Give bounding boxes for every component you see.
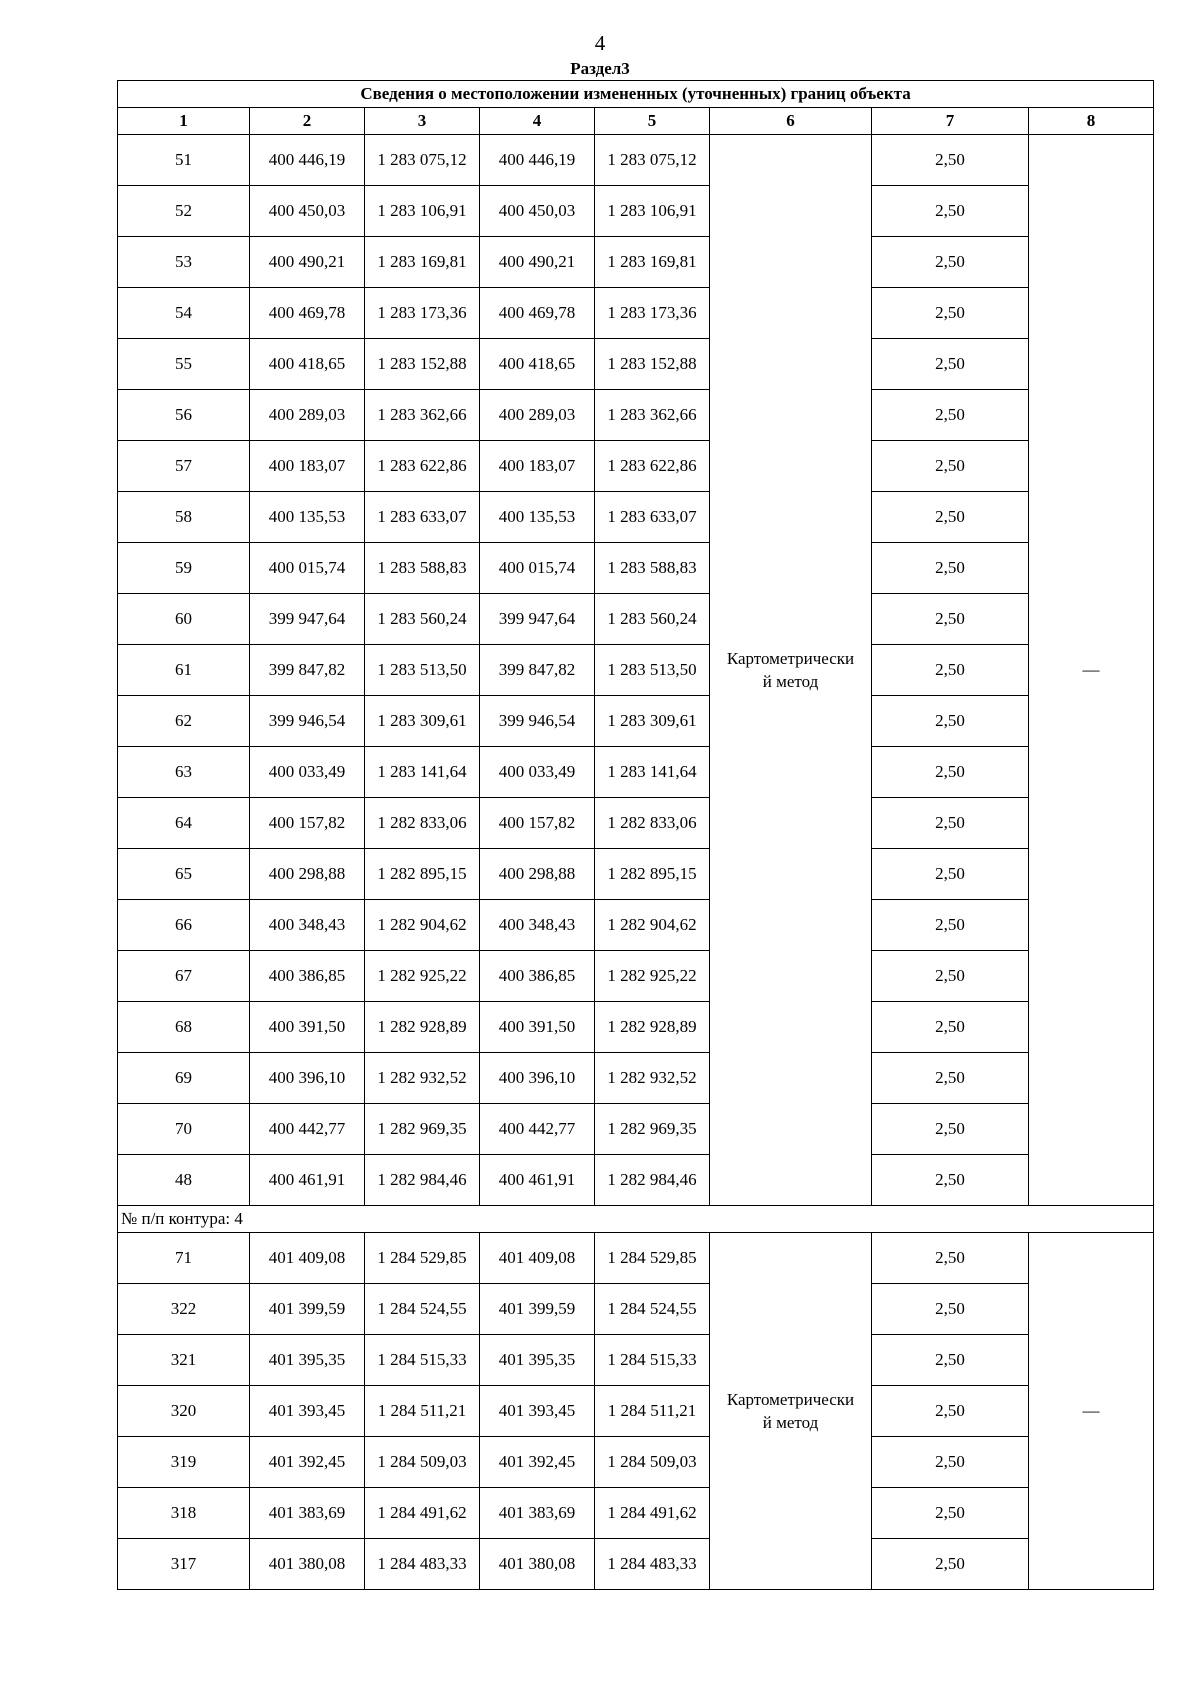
y-existing-cell: 1 283 362,66 <box>365 390 480 441</box>
x-refined-cell: 399 847,82 <box>480 645 595 696</box>
y-existing-cell: 1 283 309,61 <box>365 696 480 747</box>
section-title: Раздел3 <box>570 59 630 78</box>
y-existing-cell: 1 283 633,07 <box>365 492 480 543</box>
x-existing-cell: 400 298,88 <box>250 849 365 900</box>
accuracy-cell: 2,50 <box>872 900 1029 951</box>
table-row <box>118 951 1154 1002</box>
y-refined-cell: 1 284 509,03 <box>595 1437 710 1488</box>
x-existing-cell: 400 015,74 <box>250 543 365 594</box>
x-existing-cell: 400 391,50 <box>250 1002 365 1053</box>
x-existing-cell: 399 947,64 <box>250 594 365 645</box>
accuracy-cell: 2,50 <box>872 1335 1029 1386</box>
x-existing-cell: 400 461,91 <box>250 1155 365 1206</box>
x-refined-cell: 400 469,78 <box>480 288 595 339</box>
column-number: 2 <box>250 108 365 135</box>
accuracy-cell: 2,50 <box>872 1053 1029 1104</box>
accuracy-cell: 2,50 <box>872 747 1029 798</box>
table-row <box>118 339 1154 390</box>
table-row <box>118 543 1154 594</box>
y-existing-cell: 1 283 588,83 <box>365 543 480 594</box>
x-existing-cell: 400 442,77 <box>250 1104 365 1155</box>
contour-label: № п/п контура: 4 <box>118 1206 1154 1233</box>
y-existing-cell: 1 282 928,89 <box>365 1002 480 1053</box>
x-existing-cell: 400 386,85 <box>250 951 365 1002</box>
x-existing-cell: 400 418,65 <box>250 339 365 390</box>
point-number-cell: 62 <box>118 696 250 747</box>
accuracy-cell: 2,50 <box>872 288 1029 339</box>
table-row <box>118 1053 1154 1104</box>
y-refined-cell: 1 284 491,62 <box>595 1488 710 1539</box>
y-existing-cell: 1 283 141,64 <box>365 747 480 798</box>
y-existing-cell: 1 283 622,86 <box>365 441 480 492</box>
table-body <box>118 135 1154 1590</box>
y-existing-cell: 1 283 169,81 <box>365 237 480 288</box>
point-number-cell: 68 <box>118 1002 250 1053</box>
y-refined-cell: 1 282 895,15 <box>595 849 710 900</box>
y-refined-cell: 1 284 483,33 <box>595 1539 710 1590</box>
y-refined-cell: 1 283 513,50 <box>595 645 710 696</box>
y-existing-cell: 1 284 529,85 <box>365 1233 480 1284</box>
point-number-cell: 59 <box>118 543 250 594</box>
method-cell <box>710 1233 872 1590</box>
table-row <box>118 594 1154 645</box>
y-refined-cell: 1 283 588,83 <box>595 543 710 594</box>
x-existing-cell: 399 847,82 <box>250 645 365 696</box>
page-number: 4 <box>594 31 606 55</box>
x-refined-cell: 400 461,91 <box>480 1155 595 1206</box>
x-refined-cell: 400 015,74 <box>480 543 595 594</box>
x-refined-cell: 400 396,10 <box>480 1053 595 1104</box>
x-existing-cell: 400 396,10 <box>250 1053 365 1104</box>
table-row <box>118 747 1154 798</box>
y-existing-cell: 1 283 075,12 <box>365 135 480 186</box>
point-number-cell: 321 <box>118 1335 250 1386</box>
x-refined-cell: 400 490,21 <box>480 237 595 288</box>
y-existing-cell: 1 282 925,22 <box>365 951 480 1002</box>
point-number-cell: 63 <box>118 747 250 798</box>
x-refined-cell: 401 392,45 <box>480 1437 595 1488</box>
y-existing-cell: 1 283 173,36 <box>365 288 480 339</box>
table-row <box>118 135 1154 186</box>
y-existing-cell: 1 284 511,21 <box>365 1386 480 1437</box>
accuracy-cell: 2,50 <box>872 696 1029 747</box>
y-refined-cell: 1 283 152,88 <box>595 339 710 390</box>
x-refined-cell: 400 418,65 <box>480 339 595 390</box>
y-refined-cell: 1 282 928,89 <box>595 1002 710 1053</box>
y-refined-cell: 1 284 515,33 <box>595 1335 710 1386</box>
x-existing-cell: 400 490,21 <box>250 237 365 288</box>
table-row <box>118 900 1154 951</box>
x-refined-cell: 400 033,49 <box>480 747 595 798</box>
accuracy-cell: 2,50 <box>872 1437 1029 1488</box>
point-number-cell: 320 <box>118 1386 250 1437</box>
method-line: й метод <box>762 672 819 691</box>
table-row <box>118 1437 1154 1488</box>
point-number-cell: 57 <box>118 441 250 492</box>
x-refined-cell: 400 442,77 <box>480 1104 595 1155</box>
point-number-cell: 318 <box>118 1488 250 1539</box>
point-number-cell: 66 <box>118 900 250 951</box>
y-existing-cell: 1 284 524,55 <box>365 1284 480 1335</box>
table-row <box>118 1002 1154 1053</box>
table-row <box>118 1488 1154 1539</box>
x-existing-cell: 399 946,54 <box>250 696 365 747</box>
x-refined-cell: 400 450,03 <box>480 186 595 237</box>
x-existing-cell: 400 469,78 <box>250 288 365 339</box>
column-number: 1 <box>118 108 250 135</box>
table-row <box>118 1335 1154 1386</box>
x-existing-cell: 401 393,45 <box>250 1386 365 1437</box>
accuracy-cell: 2,50 <box>872 1104 1029 1155</box>
y-refined-cell: 1 282 904,62 <box>595 900 710 951</box>
table-row <box>118 441 1154 492</box>
point-number-cell: 64 <box>118 798 250 849</box>
contour-label-row <box>118 1206 1154 1233</box>
y-refined-cell: 1 283 106,91 <box>595 186 710 237</box>
accuracy-cell: 2,50 <box>872 339 1029 390</box>
point-number-cell: 53 <box>118 237 250 288</box>
method-line: Картометрически <box>726 649 855 668</box>
point-number-cell: 69 <box>118 1053 250 1104</box>
column-8-cell: — <box>1029 1233 1154 1590</box>
x-refined-cell: 400 183,07 <box>480 441 595 492</box>
x-refined-cell: 400 135,53 <box>480 492 595 543</box>
y-refined-cell: 1 282 932,52 <box>595 1053 710 1104</box>
accuracy-cell: 2,50 <box>872 390 1029 441</box>
point-number-cell: 322 <box>118 1284 250 1335</box>
y-refined-cell: 1 283 362,66 <box>595 390 710 441</box>
accuracy-cell: 2,50 <box>872 849 1029 900</box>
accuracy-cell: 2,50 <box>872 1539 1029 1590</box>
x-refined-cell: 401 409,08 <box>480 1233 595 1284</box>
table-row <box>118 1233 1154 1284</box>
y-refined-cell: 1 284 529,85 <box>595 1233 710 1284</box>
y-refined-cell: 1 282 969,35 <box>595 1104 710 1155</box>
point-number-cell: 54 <box>118 288 250 339</box>
column-number: 8 <box>1029 108 1154 135</box>
point-number-cell: 60 <box>118 594 250 645</box>
accuracy-cell: 2,50 <box>872 1386 1029 1437</box>
accuracy-cell: 2,50 <box>872 135 1029 186</box>
y-existing-cell: 1 284 509,03 <box>365 1437 480 1488</box>
x-existing-cell: 401 392,45 <box>250 1437 365 1488</box>
x-existing-cell: 401 399,59 <box>250 1284 365 1335</box>
x-refined-cell: 401 383,69 <box>480 1488 595 1539</box>
y-existing-cell: 1 283 513,50 <box>365 645 480 696</box>
point-number-cell: 58 <box>118 492 250 543</box>
x-refined-cell: 399 947,64 <box>480 594 595 645</box>
table-row <box>118 696 1154 747</box>
x-existing-cell: 400 157,82 <box>250 798 365 849</box>
accuracy-cell: 2,50 <box>872 1002 1029 1053</box>
y-refined-cell: 1 283 141,64 <box>595 747 710 798</box>
y-existing-cell: 1 282 932,52 <box>365 1053 480 1104</box>
x-refined-cell: 400 446,19 <box>480 135 595 186</box>
x-existing-cell: 400 183,07 <box>250 441 365 492</box>
table-row <box>118 1539 1154 1590</box>
column-number: 3 <box>365 108 480 135</box>
x-refined-cell: 400 289,03 <box>480 390 595 441</box>
x-refined-cell: 401 393,45 <box>480 1386 595 1437</box>
column-number: 6 <box>710 108 872 135</box>
table-row <box>118 237 1154 288</box>
x-refined-cell: 401 399,59 <box>480 1284 595 1335</box>
y-existing-cell: 1 282 969,35 <box>365 1104 480 1155</box>
x-existing-cell: 401 380,08 <box>250 1539 365 1590</box>
y-existing-cell: 1 284 483,33 <box>365 1539 480 1590</box>
x-refined-cell: 399 946,54 <box>480 696 595 747</box>
x-existing-cell: 400 135,53 <box>250 492 365 543</box>
method-cell <box>710 135 872 1206</box>
table-row <box>118 1284 1154 1335</box>
point-number-cell: 51 <box>118 135 250 186</box>
column-8-cell: — <box>1029 135 1154 1206</box>
x-refined-cell: 400 348,43 <box>480 900 595 951</box>
table-row <box>118 288 1154 339</box>
x-refined-cell: 401 395,35 <box>480 1335 595 1386</box>
table-row <box>118 645 1154 696</box>
table-row <box>118 186 1154 237</box>
accuracy-cell: 2,50 <box>872 1155 1029 1206</box>
x-existing-cell: 401 395,35 <box>250 1335 365 1386</box>
x-refined-cell: 400 298,88 <box>480 849 595 900</box>
point-number-cell: 61 <box>118 645 250 696</box>
x-refined-cell: 400 391,50 <box>480 1002 595 1053</box>
accuracy-cell: 2,50 <box>872 186 1029 237</box>
point-number-cell: 71 <box>118 1233 250 1284</box>
x-existing-cell: 400 446,19 <box>250 135 365 186</box>
table-row <box>118 798 1154 849</box>
point-number-cell: 319 <box>118 1437 250 1488</box>
point-number-cell: 56 <box>118 390 250 441</box>
accuracy-cell: 2,50 <box>872 594 1029 645</box>
x-existing-cell: 400 289,03 <box>250 390 365 441</box>
y-existing-cell: 1 282 984,46 <box>365 1155 480 1206</box>
y-refined-cell: 1 283 622,86 <box>595 441 710 492</box>
accuracy-cell: 2,50 <box>872 1488 1029 1539</box>
x-refined-cell: 400 386,85 <box>480 951 595 1002</box>
accuracy-cell: 2,50 <box>872 645 1029 696</box>
accuracy-cell: 2,50 <box>872 441 1029 492</box>
y-existing-cell: 1 283 152,88 <box>365 339 480 390</box>
column-number: 7 <box>872 108 1029 135</box>
point-number-cell: 70 <box>118 1104 250 1155</box>
table-row <box>118 492 1154 543</box>
x-existing-cell: 400 450,03 <box>250 186 365 237</box>
y-refined-cell: 1 284 524,55 <box>595 1284 710 1335</box>
y-refined-cell: 1 283 309,61 <box>595 696 710 747</box>
point-number-cell: 55 <box>118 339 250 390</box>
method-line: й метод <box>762 1413 819 1432</box>
method-line: Картометрически <box>726 1390 855 1409</box>
x-existing-cell: 400 348,43 <box>250 900 365 951</box>
point-number-cell: 317 <box>118 1539 250 1590</box>
y-refined-cell: 1 283 633,07 <box>595 492 710 543</box>
table-row <box>118 849 1154 900</box>
point-number-cell: 52 <box>118 186 250 237</box>
y-refined-cell: 1 283 169,81 <box>595 237 710 288</box>
x-refined-cell: 400 157,82 <box>480 798 595 849</box>
y-refined-cell: 1 282 984,46 <box>595 1155 710 1206</box>
y-refined-cell: 1 282 925,22 <box>595 951 710 1002</box>
column-number-row <box>118 108 1154 135</box>
boundary-coordinates-table <box>117 80 1154 1590</box>
point-number-cell: 48 <box>118 1155 250 1206</box>
table-row <box>118 1155 1154 1206</box>
y-existing-cell: 1 283 106,91 <box>365 186 480 237</box>
x-existing-cell: 401 383,69 <box>250 1488 365 1539</box>
accuracy-cell: 2,50 <box>872 543 1029 594</box>
accuracy-cell: 2,50 <box>872 237 1029 288</box>
y-refined-cell: 1 283 075,12 <box>595 135 710 186</box>
y-existing-cell: 1 282 895,15 <box>365 849 480 900</box>
y-refined-cell: 1 282 833,06 <box>595 798 710 849</box>
x-existing-cell: 401 409,08 <box>250 1233 365 1284</box>
y-existing-cell: 1 284 491,62 <box>365 1488 480 1539</box>
point-number-cell: 65 <box>118 849 250 900</box>
x-existing-cell: 400 033,49 <box>250 747 365 798</box>
y-existing-cell: 1 282 833,06 <box>365 798 480 849</box>
y-refined-cell: 1 284 511,21 <box>595 1386 710 1437</box>
table-caption: Сведения о местоположении измененных (уточненных) границ объекта <box>118 81 1154 108</box>
table-row <box>118 1386 1154 1437</box>
accuracy-cell: 2,50 <box>872 951 1029 1002</box>
y-refined-cell: 1 283 173,36 <box>595 288 710 339</box>
x-refined-cell: 401 380,08 <box>480 1539 595 1590</box>
table-row <box>118 390 1154 441</box>
table-row <box>118 1104 1154 1155</box>
point-number-cell: 67 <box>118 951 250 1002</box>
y-refined-cell: 1 283 560,24 <box>595 594 710 645</box>
accuracy-cell: 2,50 <box>872 492 1029 543</box>
y-existing-cell: 1 282 904,62 <box>365 900 480 951</box>
y-existing-cell: 1 284 515,33 <box>365 1335 480 1386</box>
column-number: 4 <box>480 108 595 135</box>
accuracy-cell: 2,50 <box>872 1233 1029 1284</box>
accuracy-cell: 2,50 <box>872 1284 1029 1335</box>
y-existing-cell: 1 283 560,24 <box>365 594 480 645</box>
accuracy-cell: 2,50 <box>872 798 1029 849</box>
column-number: 5 <box>595 108 710 135</box>
